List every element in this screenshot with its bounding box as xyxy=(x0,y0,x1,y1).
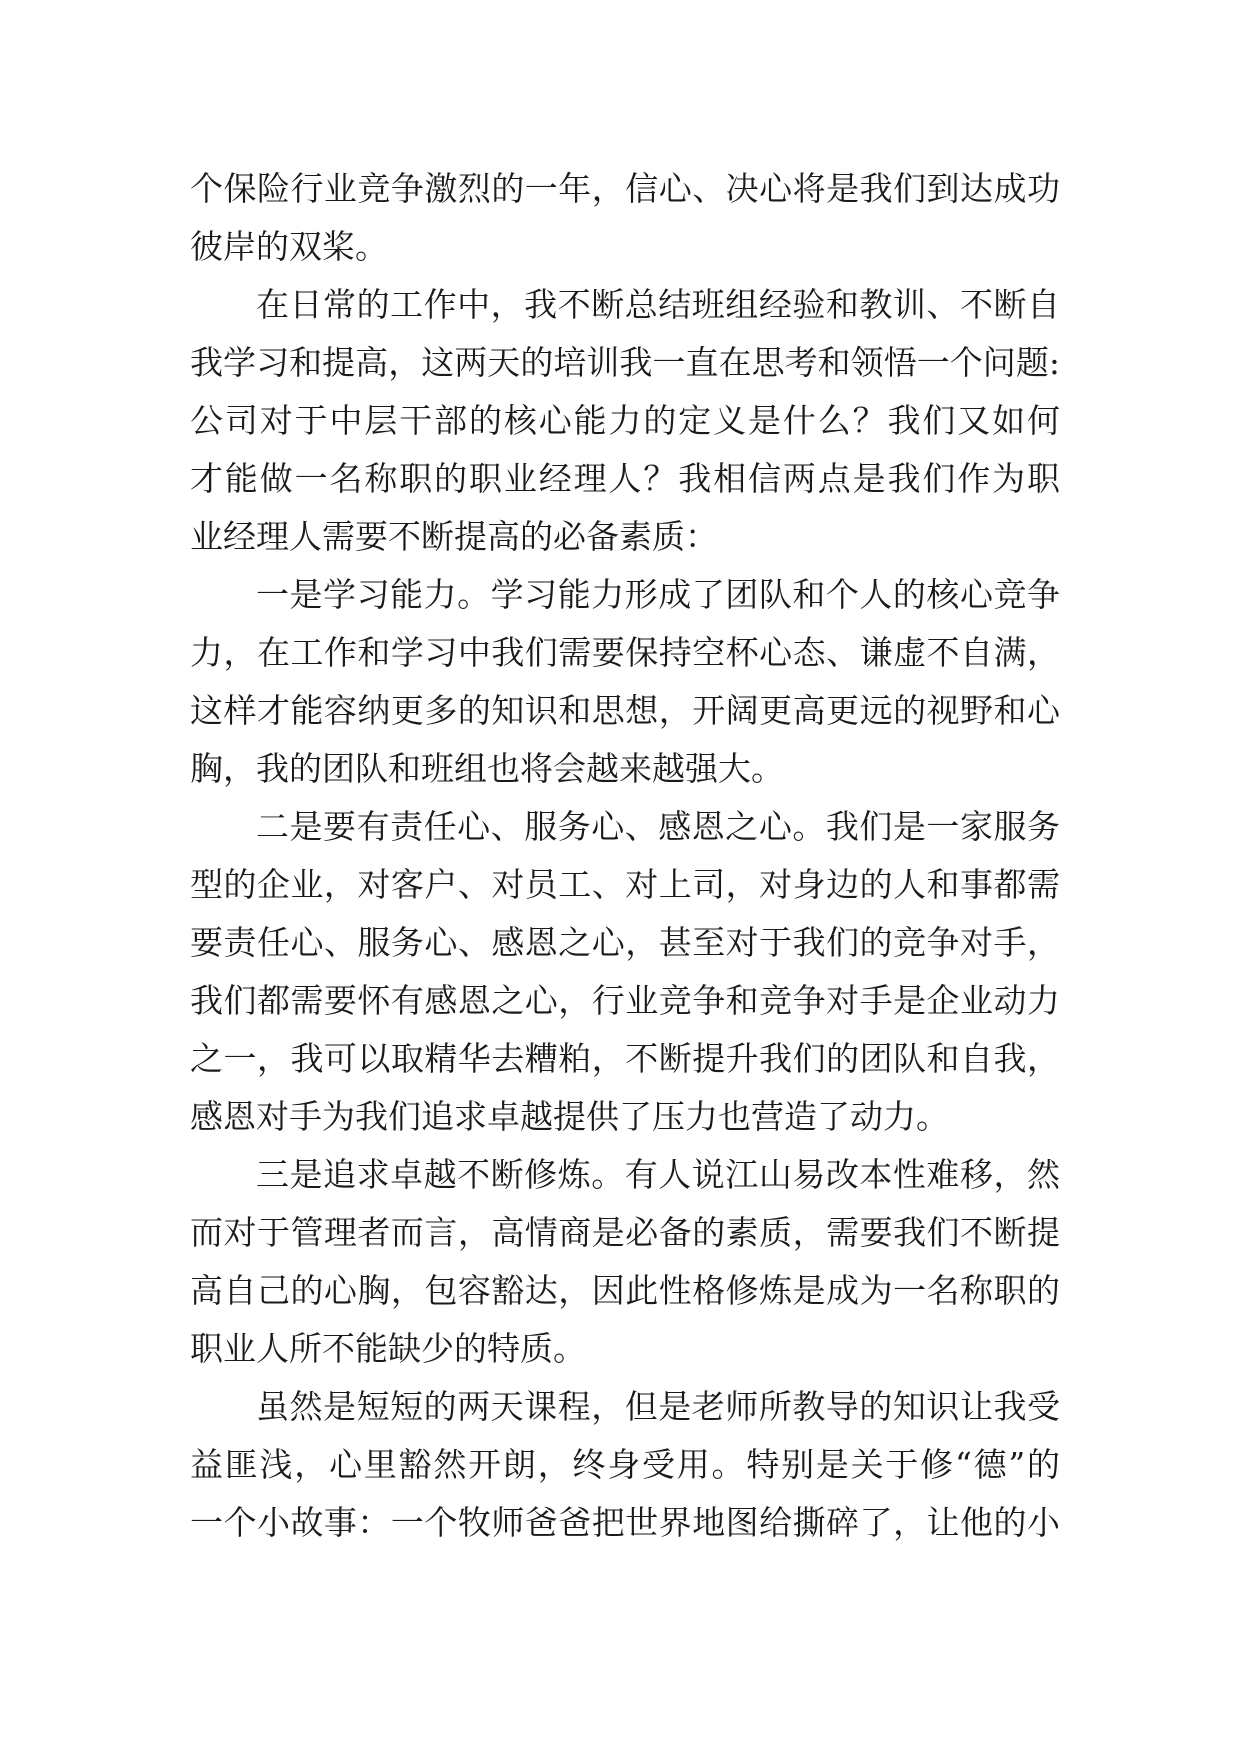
text-line: 彼岸的双桨。 xyxy=(190,227,388,266)
paragraph xyxy=(190,1378,1060,1552)
text-line: 而对于管理者而言，高情商是必备的素质，需要我们不断提 xyxy=(190,1213,1060,1252)
paragraph xyxy=(190,160,1060,276)
text-line: 虽然是短短的两天课程，但是老师所教导的知识让我受 xyxy=(256,1387,1060,1426)
paragraph xyxy=(190,276,1060,566)
text-line: 二是要有责任心、服务心、感恩之心。我们是一家服务 xyxy=(256,807,1060,846)
text-line: 型的企业，对客户、对员工、对上司，对身边的人和事都需 xyxy=(190,865,1060,904)
text-line: 感恩对手为我们追求卓越提供了压力也营造了动力。 xyxy=(190,1097,949,1136)
paragraph xyxy=(190,1146,1060,1378)
text-line: 三是追求卓越不断修炼。有人说江山易改本性难移，然 xyxy=(256,1155,1060,1194)
text-line: 胸，我的团队和班组也将会越来越强大。 xyxy=(190,749,784,788)
paragraph xyxy=(190,798,1060,1146)
body-text xyxy=(190,160,1060,1552)
text-line: 要责任心、服务心、感恩之心，甚至对于我们的竞争对手， xyxy=(190,923,1060,962)
text-line: 在日常的工作中，我不断总结班组经验和教训、不断自 xyxy=(256,285,1060,324)
text-line: 我们都需要怀有感恩之心，行业竞争和竞争对手是企业动力 xyxy=(190,981,1060,1020)
text-line: 高自己的心胸，包容豁达，因此性格修炼是成为一名称职的 xyxy=(190,1271,1060,1310)
text-line: 职业人所不能缺少的特质。 xyxy=(190,1329,586,1368)
text-line: 一个小故事：一个牧师爸爸把世界地图给撕碎了，让他的小 xyxy=(190,1503,1060,1542)
text-line: 个保险行业竞争激烈的一年，信心、决心将是我们到达成功 xyxy=(190,169,1060,208)
text-line: 我学习和提高，这两天的培训我一直在思考和领悟一个问题: xyxy=(190,343,1060,382)
text-line: 这样才能容纳更多的知识和思想，开阔更高更远的视野和心 xyxy=(190,691,1060,730)
text-line: 益匪浅，心里豁然开朗，终身受用。特别是关于修“德”的 xyxy=(190,1445,1060,1484)
text-line: 力，在工作和学习中我们需要保持空杯心态、谦虚不自满， xyxy=(190,633,1060,672)
text-line: 业经理人需要不断提高的必备素质： xyxy=(190,517,718,556)
text-line: 才能做一名称职的职业经理人？我相信两点是我们作为职 xyxy=(190,459,1060,498)
text-line: 之一，我可以取精华去糟粕，不断提升我们的团队和自我， xyxy=(190,1039,1060,1078)
text-line: 公司对于中层干部的核心能力的定义是什么？我们又如何 xyxy=(190,401,1060,440)
text-line: 一是学习能力。学习能力形成了团队和个人的核心竞争 xyxy=(256,575,1060,614)
paragraph xyxy=(190,566,1060,798)
